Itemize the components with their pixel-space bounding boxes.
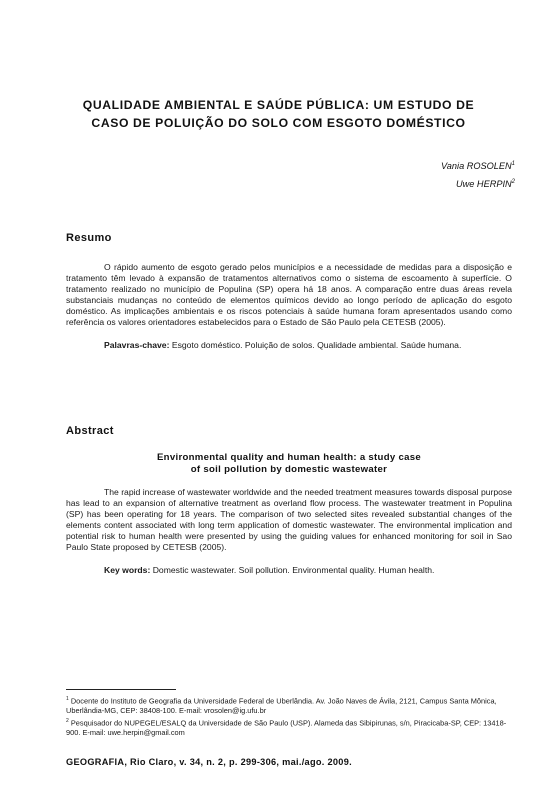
resumo-heading: Resumo [66, 232, 112, 244]
author-2 [441, 174, 515, 192]
author-list [441, 156, 515, 192]
footnote-1 [66, 694, 514, 716]
keywords-text: Esgoto doméstico. Poluição de solos. Qualidade ambiental. Saúde humana. [171, 340, 462, 350]
resumo-body: O rápido aumento de esgoto gerado pelos municípios e a necessidade de medidas para a disposição e tratamento têm levado à expansão de tratamentos alternativos como o sistema de escoamento à superfície. O tratamento realizado no município de Populina (SP) opera há 18 anos. A comparação entre duas áreas revela substanciais mudanças no conteúdo de elementos químicos devido ao longo período de aplicação do esgoto doméstico. As implicações ambientais e os riscos potenciais à saúde humana foram apresentados usando como referência os valores orientadores estabelecidos para o Estado de São Paulo pela CETESB (2005). [66, 262, 512, 327]
footnote-mark: 1 [66, 696, 69, 702]
footnote-text: Docente do Instituto de Geografia da Universidade Federal de Uberlândia. Av. João Naves de Ávila, 2121, Campus Santa Mônica, Uberlândia-MG, CEP: 38408-100. E-mail: vrosolen@ig.ufu.br [66, 696, 497, 716]
keywords-label: Key words: [104, 565, 151, 575]
abstract-title [66, 452, 512, 476]
author-footnote-mark: 1 [511, 161, 515, 167]
resumo-keywords [66, 340, 512, 351]
author-name: Vania ROSOLEN [441, 161, 512, 172]
footnote-2 [66, 716, 514, 738]
keywords-label: Palavras-chave: [104, 340, 170, 350]
author-footnote-mark: 2 [511, 179, 515, 186]
abstract-body: The rapid increase of wastewater worldwide and the needed treatment measures towards disposal purpose has lead to an expansion of alternative treatment as overland flow process. The wastewater treatment in Populina (SP) has been operating for 18 years. The comparison of two selected sites revealed substantial changes of the elements content associated with long term application of domestic wastewater. The environmental implication and potential risk to human health were presented by using the guiding values for enhanced monitoring for soil in Sao Paulo State proposed by CETESB (2005). [66, 487, 512, 552]
title-line-1: QUALIDADE AMBIENTAL E SAÚDE PÚBLICA: UM ESTUDO DE [82, 98, 475, 112]
footnote-text: Pesquisador do NUPEGEL/ESALQ da Universidade de São Paulo (USP). Alameda das Sibipirunas, s/n, Piracicaba-SP, CEP: 13418-900. E-mail: uwe.herpin@gmail.com [66, 718, 507, 738]
journal-citation-footer: GEOGRAFIA, Rio Claro, v. 34, n. 2, p. 299-306, mai./ago. 2009. [66, 757, 352, 767]
footnote-mark: 2 [66, 718, 69, 724]
title-line-2: CASO DE POLUIÇÃO DO SOLO COM ESGOTO DOMÉSTICO [91, 116, 466, 130]
footnote-divider [66, 689, 176, 690]
author-1 [441, 156, 515, 174]
abstract-heading: Abstract [66, 425, 114, 437]
paper-title [60, 96, 497, 132]
keywords-text: Domestic wastewater. Soil pollution. Environmental quality. Human health. [152, 565, 435, 575]
abstract-title-line-1: Environmental quality and human health: a study case [156, 452, 422, 463]
abstract-title-line-2: of soil pollution by domestic wastewater [190, 464, 388, 475]
abstract-keywords [66, 565, 512, 576]
author-name: Uwe HERPIN [456, 179, 512, 190]
